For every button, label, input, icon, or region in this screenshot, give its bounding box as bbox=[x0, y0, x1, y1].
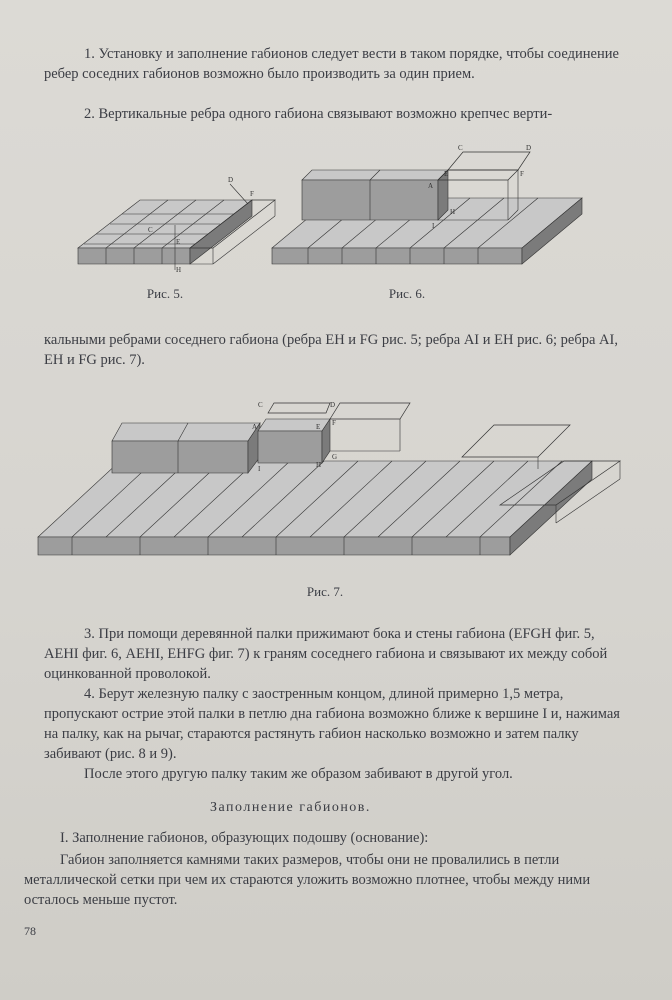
label-H-fig7: H bbox=[316, 461, 322, 469]
label-C-fig6: C bbox=[458, 144, 463, 152]
label-F-fig7: F bbox=[332, 419, 336, 427]
figure-6-caption: Рис. 6. bbox=[388, 286, 426, 301]
section-title: Заполнение габионов. bbox=[210, 800, 371, 815]
paragraph-2-start: 2. Вертикальные ребра одного габиона связывают возможно крепчес верти- bbox=[84, 106, 553, 122]
label-E-fig6: E bbox=[444, 170, 449, 178]
label-D-fig6: D bbox=[526, 144, 532, 152]
paragraph-7: Габион заполняется камнями таких размеров, чтобы они не провалились в петли металлической сетки при чем их стараются уложить возможно плотнее, чтобы между ними осталось меньше пустот. bbox=[24, 852, 591, 908]
label-D: D bbox=[228, 176, 234, 184]
figure-6 bbox=[268, 140, 588, 270]
paragraph-1: 1. Установку и заполнение габионов следует вести в таком порядке, чтобы соединение ребер соседних габионов возможно было производить за один прием. bbox=[44, 46, 619, 82]
label-E: E bbox=[176, 238, 181, 246]
label-I-fig6: I bbox=[432, 222, 435, 230]
fig7-base bbox=[38, 461, 592, 555]
paragraph-6: I. Заполнение габионов, образующих подошву (основание): bbox=[60, 830, 429, 846]
label-C: C bbox=[148, 226, 153, 234]
figure-7 bbox=[30, 395, 640, 565]
label-D-fig7: D bbox=[330, 401, 336, 409]
label-H: H bbox=[176, 266, 182, 274]
paragraph-4: 4. Берут железную палку с заостренным концом, длиной примерно 1,5 метра, пропускают острие этой палки в петлю дна габиона возможно ближе к вершине I и, нажимая на палку, как на рычаг, стараются растянуть габион насколько возможно и затем палку забивают (рис. 8 и 9). bbox=[44, 686, 620, 762]
label-E-fig7: E bbox=[316, 423, 321, 431]
figure-7-caption: Рис. 7. bbox=[306, 584, 344, 599]
label-I-fig7: I bbox=[258, 465, 261, 473]
label-G-fig7: G bbox=[332, 453, 338, 461]
figure-5-caption: Рис. 5. bbox=[146, 286, 184, 301]
label-C-fig7: C bbox=[258, 401, 263, 409]
figure-5 bbox=[70, 170, 285, 275]
label-F-fig6: F bbox=[520, 170, 524, 178]
paragraph-3: 3. При помощи деревянной палки прижимают бока и стены габиона (EFGH фиг. 5, AEHI фиг. 6, AEHI, EHFG фиг. 7) к граням соседнего габиона и связывают их между собой оцинкованной проволокой. bbox=[44, 626, 608, 682]
label-F: F bbox=[250, 190, 254, 198]
fig6-upper-gabions bbox=[302, 170, 448, 220]
paragraph-5: После этого другую палку таким же образом забивают в другой угол. bbox=[84, 766, 513, 782]
label-A-fig7: A bbox=[252, 423, 258, 431]
label-H-fig6: H bbox=[450, 208, 456, 216]
label-A-fig6: A bbox=[428, 182, 434, 190]
paragraph-2-continued: кальными ребрами соседнего габиона (ребра EH и FG рис. 5; ребра AI и EH рис. 6; ребра AI, EH и FG рис. 7). bbox=[44, 332, 618, 368]
page-number: 78 bbox=[24, 924, 36, 938]
fig5-mattress bbox=[78, 200, 252, 264]
